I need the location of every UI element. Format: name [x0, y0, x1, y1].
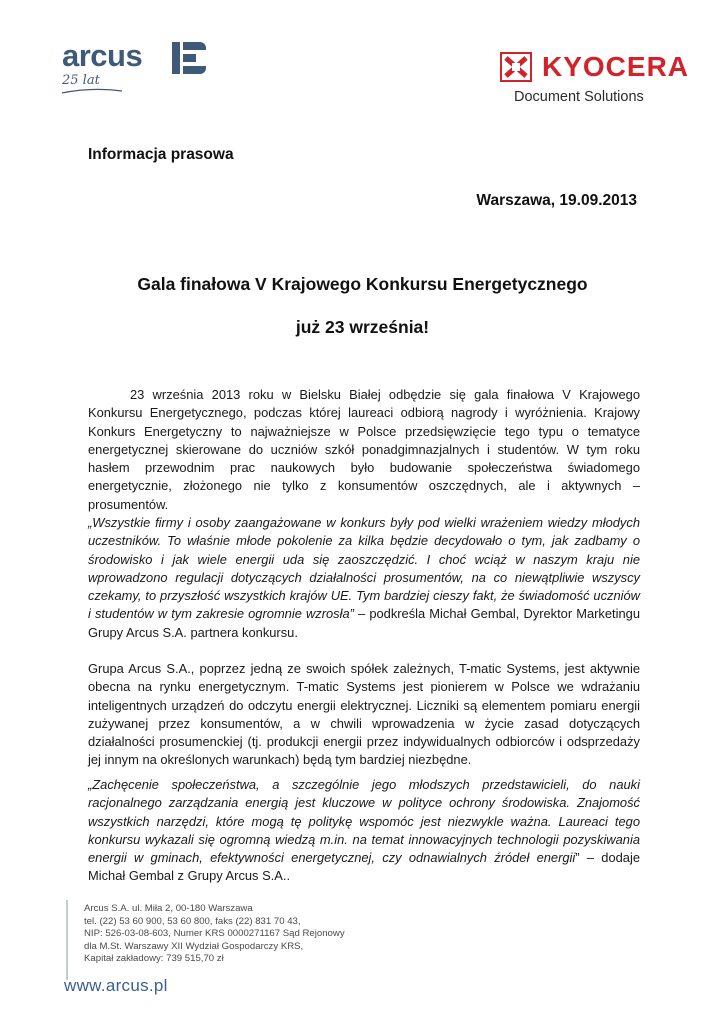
page-title-line-2: już 23 września! [295, 317, 430, 337]
arcus-logo [62, 38, 212, 98]
website-link[interactable]: www.arcus.pl [64, 976, 168, 995]
footer-court: dla M.St. Warszawy XII Wydział Gospodarczy KRS, [84, 940, 304, 952]
kyocera-logo-icon [500, 52, 532, 82]
body-paragraph-2 [88, 514, 640, 642]
footer-registration: NIP: 526-03-08-603, Numer KRS 0000271167 Sąd Rejonowy [84, 928, 345, 940]
quote-attribution-2: ” – dodaje Michał Gembal z Grupy Arcus S.A.. [88, 850, 640, 884]
kyocera-logo-subtitle: Document Solutions [514, 89, 644, 105]
footer-capital: Kapitał zakładowy: 739 515,70 zł [84, 953, 224, 965]
quote-attribution-1: – podkreśla Michał Gembal, Dyrektor Marketingu Grupy Arcus S.A. partnera konkursu. [88, 606, 640, 640]
arcus-logo-years: 25 lat [62, 73, 100, 88]
kyocera-logo-wordmark: KYOCERA [542, 51, 690, 82]
page-title: Gala finałowa V Krajowego Konkursu Energetycznego [137, 274, 588, 294]
body-paragraph-4 [88, 776, 640, 886]
footer-address: Arcus S.A. ul. Miła 2, 00-180 Warszawa [84, 903, 253, 914]
body-paragraph-3: Grupa Arcus S.A., poprzez jedną ze swoich spółek zależnych, T-matic Systems, jest aktywnie obecna na rynku energetycznym. T-matic Systems jest pionierem w Polsce we wdrażaniu inteligentnych urządzeń do odczytu energii elektrycznej. Liczniki są elementem pomiaru energii zużywanej przez konsumentów, a w chwili wprowadzenia w życie zasad dotyczących działalności prosumenckiej (tj. produkcji energii przez indywidualnych odbiorców i odsprzedaży jej innym na określonych warunkach) będą tym bardziej niezbędne. [88, 661, 640, 768]
quote-text-1: „Wszystkie firmy i osoby zaangażowane w konkurs były pod wielki wrażeniem wiedzy młodych uczestników. To właśnie młode pokolenie za kilka będzie decydowało o tym, jak zadbamy o środowisko i jak wiele energii uda się zaoszczędzić. I choć wciąż w naszym kraju nie wprowadzono regulacji dotyczących działalności prosumentów, na co niewątpliwie wszyscy czekamy, to przyszłość wszystkich krajów UE. Tym bardziej cieszy fakt, że świadomość uczniów i studentów w tym zakresie ogromnie wzrosła” [88, 515, 640, 622]
body-paragraph-1: 23 września 2013 roku w Bielsku Białej odbędzie się gala finałowa V Krajowego Konkursu Energetycznego, podczas której laureaci odbiorą nagrody i wyróżnienia. Krajowy Konkurs Energetyczny to najważniejsze w Polsce przedsięwzięcie tego typu o tematyce energetycznej skierowane do uczniów szkół ponadgimnazjalnych i studentów. W tym roku hasłem przewodnim prac naukowych było budowanie społeczeństwa świadomego energetycznie, złożonego nie tylko z konsumentów oszczędnych, ale i aktywnych – prosumentów. [88, 387, 640, 512]
footer-address-block [84, 903, 345, 966]
arcus-logo-wordmark: arcus [62, 38, 143, 73]
press-release-label: Informacja prasowa [88, 146, 234, 163]
quote-text-2: „Zachęcenie społeczeństwa, a szczególnie jego młodszych przedstawicieli, do nauki racjonalnego zarządzania energią jest kluczowe w polityce ochrony środowiska. Znajomość wszystkich narzędzi, które mogą tę politykę wspomóc jest niezwykle ważna. Laureaci tego konkursu wykazali się ogromną wiedzą m.in. na temat innowacyjnych technologii pozyskiwania energii w gminach, efektywności energetycznej, czy odnawialnych źródeł energii [88, 777, 640, 866]
arcus-logo-swoosh [62, 88, 122, 94]
arcus-logo-icon [170, 42, 206, 74]
footer-divider [66, 900, 68, 980]
date-line: Warszawa, 19.09.2013 [476, 192, 637, 209]
kyocera-logo [500, 50, 690, 110]
footer-phone: tel. (22) 53 60 900, 53 60 800, faks (22) 831 70 43, [84, 915, 301, 927]
